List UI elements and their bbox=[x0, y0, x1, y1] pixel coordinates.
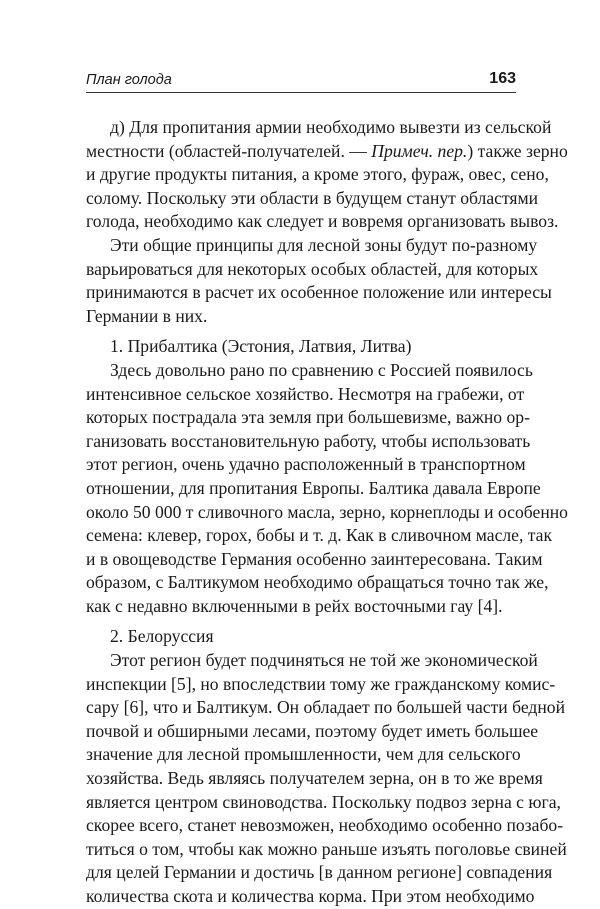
text-line: и в овощеводстве Германия особенно заинтересована. Таким bbox=[86, 548, 543, 569]
paragraph bbox=[86, 116, 568, 234]
text-line: Эти общие принципы для лесной зоны будут по-разному bbox=[110, 234, 538, 255]
text-line: местности (областей-получателей. — Примеч. пер.) также зерно bbox=[86, 140, 568, 161]
text-line: образом, с Балтикумом необходимо обращаться точно так же, bbox=[86, 572, 549, 593]
text-line: является центром свиноводства. Поскольку подвоз зерна с юга, bbox=[86, 791, 561, 812]
paragraph bbox=[86, 234, 552, 328]
section-heading bbox=[86, 625, 516, 649]
text-line: скорее всего, станет невозможен, необходимо особенно позабо- bbox=[86, 815, 564, 836]
text-line: и другие продукты питания, а кроме этого, фураж, овес, сено, bbox=[86, 164, 549, 185]
text-line: ганизовать восстановительную работу, чтобы использовать bbox=[86, 430, 531, 451]
text-line: около 50 000 т сливочного масла, зерно, корнеплоды и особенно bbox=[86, 501, 568, 522]
text-line: почвой и обширными лесами, поэтому будет иметь большее bbox=[86, 720, 539, 741]
text-line: которых пострадала эта земля при большевизме, важно ор- bbox=[86, 407, 530, 428]
section-heading bbox=[86, 335, 516, 359]
text-line: солому. Поскольку эти области в будущем станут областями bbox=[86, 187, 539, 208]
page-number: 163 bbox=[489, 70, 516, 87]
text-line: голода, необходимо как следует и вовремя организовать вывоз. bbox=[86, 211, 559, 232]
text-line: д) Для пропитания армии необходимо вывезти из сельской bbox=[110, 117, 552, 137]
running-title: План голода bbox=[86, 72, 172, 88]
text-line: этот регион, очень удачно расположенный в транспортном bbox=[86, 454, 526, 475]
page-body bbox=[86, 116, 568, 909]
text-line: хозяйства. Ведь являясь получателем зерна, он в то же время bbox=[86, 768, 543, 789]
text-line: значение для лесной промышленности, чем для сельского bbox=[86, 744, 521, 765]
text-line: сару [6], что и Балтикум. Он обладает по большей части бедной bbox=[86, 697, 565, 718]
text-line: варьироваться для некоторых особых областей, для которых bbox=[86, 258, 539, 279]
text-line: отношении, для пропитания Европы. Балтика давала Европе bbox=[86, 477, 541, 498]
text-line: титься о том, чтобы как можно раньше изъять поголовье свиней bbox=[86, 838, 567, 859]
text-line: Здесь довольно рано по сравнению с Россией появилось bbox=[110, 359, 533, 380]
text-line: 1. Прибалтика (Эстония, Латвия, Литва) bbox=[110, 336, 412, 357]
text-line: Германии в них. bbox=[86, 305, 208, 326]
text-line: инспекции [5], но впоследствии тому же гражданскому комис- bbox=[86, 673, 556, 694]
text-line: Этот регион будет подчиняться не той же экономической bbox=[110, 650, 538, 671]
text-line: количества скота и количества корма. При этом необходимо bbox=[86, 886, 535, 906]
running-header bbox=[86, 70, 516, 93]
text-line: как с недавно включенными в рейх восточными гау [4]. bbox=[86, 595, 503, 616]
translator-note: Примеч. пер. bbox=[371, 140, 468, 161]
text-line: 2. Белоруссия bbox=[110, 626, 214, 647]
paragraph bbox=[86, 359, 568, 619]
text-line: для целей Германии и достичь [в данном регионе] совпадения bbox=[86, 862, 553, 883]
text-line: интенсивное сельское хозяйство. Несмотря на грабежи, от bbox=[86, 383, 525, 404]
text-line: семена: клевер, горох, бобы и т. д. Как в сливочном масле, так bbox=[86, 525, 553, 546]
text-line: принимаются в расчет их особенное положение или интересы bbox=[86, 282, 552, 303]
